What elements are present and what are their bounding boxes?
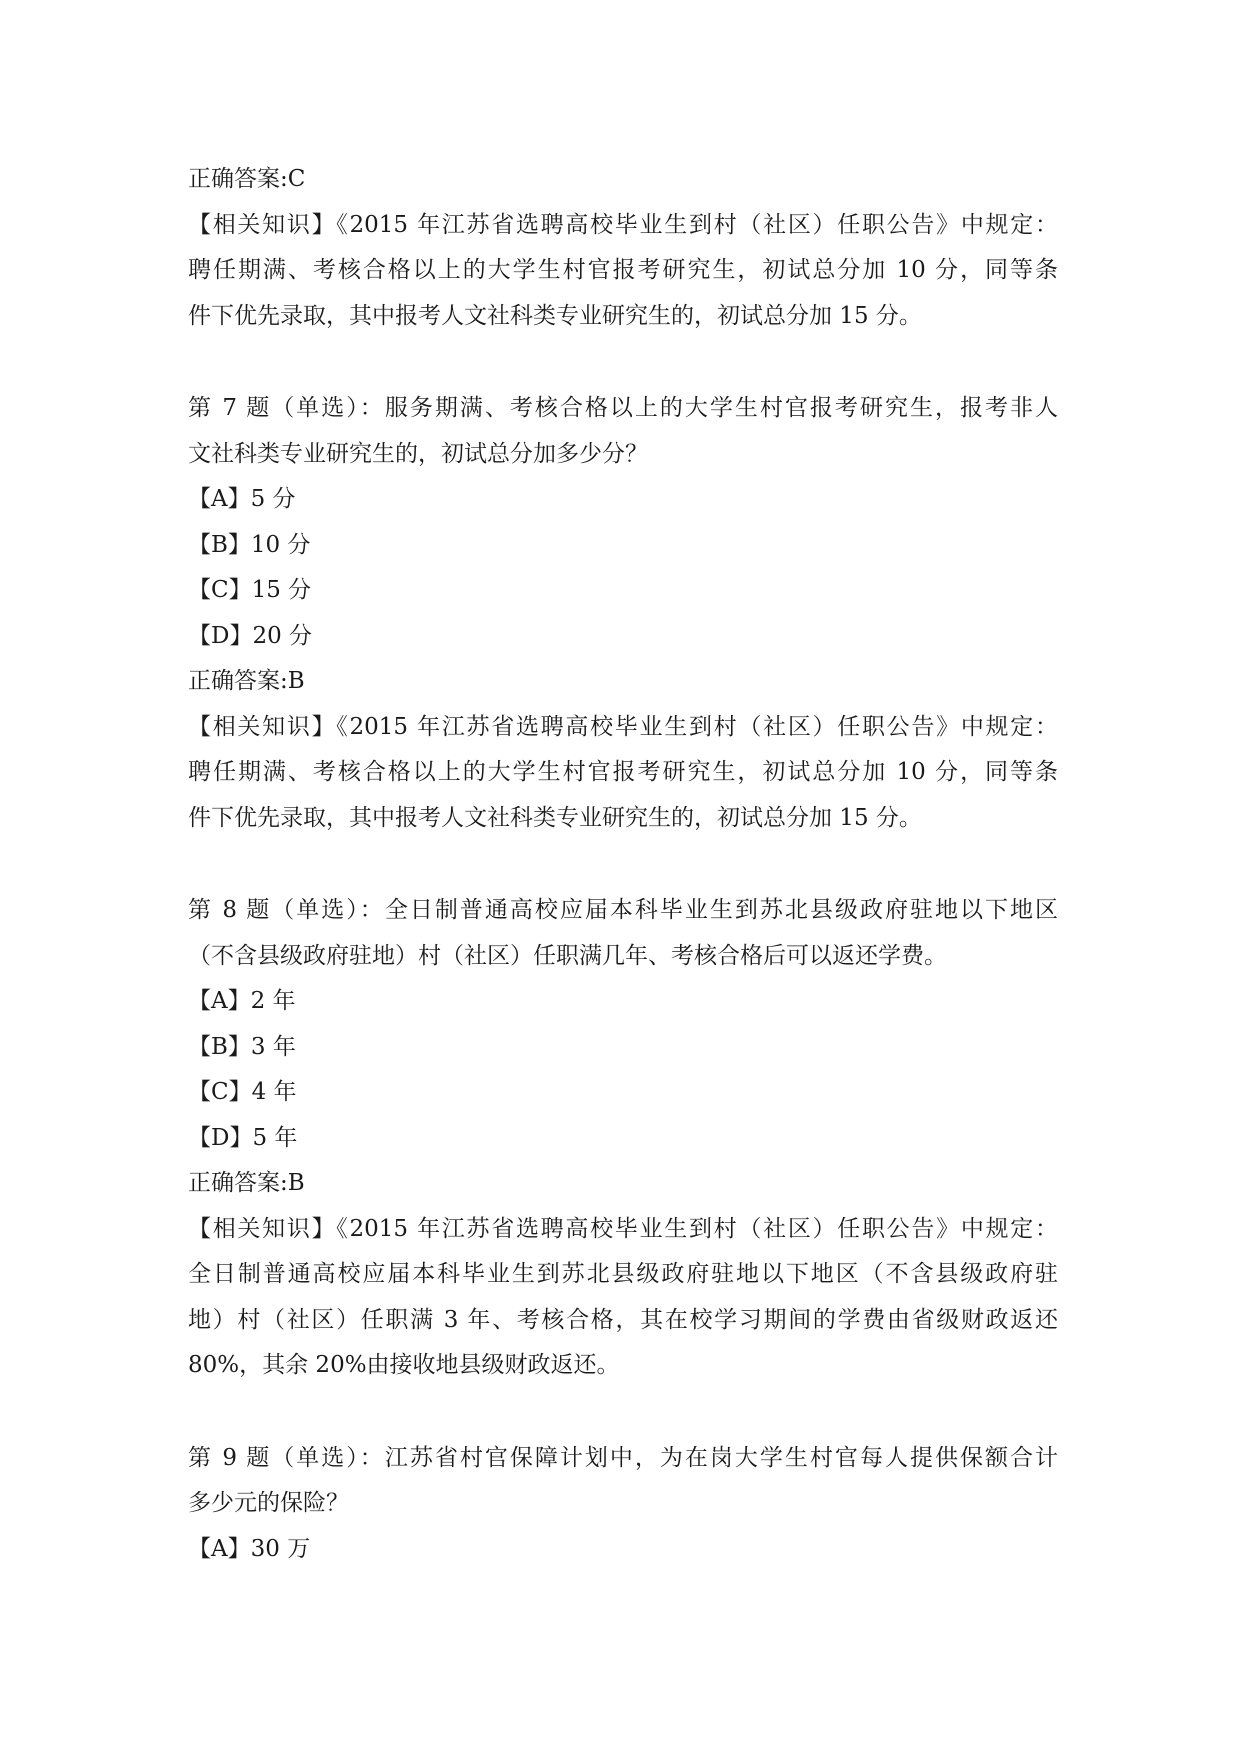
question-text-line: 文社科类专业研究生的，初试总分加多少分？ [188, 440, 648, 467]
related-knowledge-line: 件下优先录取，其中报考人文社科类专业研究生的，初试总分加 15 分。 [188, 302, 922, 329]
related-knowledge-line: 聘任期满、考核合格以上的大学生村官报考研究生，初试总分加 10 分，同等条 [188, 759, 1058, 785]
question-8 [188, 888, 1058, 1389]
paragraph-gap [188, 339, 1058, 386]
option-d: 【D】20 分 [188, 622, 313, 649]
option-c: 【C】15 分 [188, 577, 312, 603]
question-text-line: 第 8 题（单选）：全日制普通高校应届本科毕业生到苏北县级政府驻地以下地区 [188, 897, 1058, 923]
related-knowledge-line: 聘任期满、考核合格以上的大学生村官报考研究生，初试总分加 10 分，同等条 [188, 257, 1058, 283]
option-d: 【D】5 年 [188, 1124, 298, 1151]
correct-answer: 正确答案:B [188, 668, 305, 694]
question-text-line: 多少元的保险？ [188, 1490, 349, 1516]
related-knowledge-line: 地）村（社区）任职满 3 年、考核合格，其在校学习期间的学费由省级财政返还 [188, 1306, 1058, 1333]
paragraph-gap [188, 1389, 1058, 1436]
related-knowledge-line: 【相关知识】《2015 年江苏省选聘高校毕业生到村（社区）任职公告》中规定： [188, 211, 1058, 238]
question-text-line: （不含县级政府驻地）村（社区）任职满几年、考核合格后可以返还学费。 [188, 942, 947, 969]
question-9 [188, 1436, 1058, 1573]
option-c: 【C】4 年 [188, 1079, 297, 1105]
related-knowledge-line: 【相关知识】《2015 年江苏省选聘高校毕业生到村（社区）任职公告》中规定： [188, 713, 1058, 740]
question-text-line: 第 9 题（单选）：江苏省村官保障计划中，为在岗大学生村官每人提供保额合计 [188, 1444, 1058, 1471]
question-text-line: 第 7 题（单选）：服务期满、考核合格以上的大学生村官报考研究生，报考非人 [188, 395, 1058, 421]
correct-answer: 正确答案:B [188, 1170, 305, 1196]
option-a: 【A】30 万 [188, 1535, 311, 1562]
option-a: 【A】5 分 [188, 486, 296, 512]
related-knowledge-line: 件下优先录取，其中报考人文社科类专业研究生的，初试总分加 15 分。 [188, 804, 922, 831]
previous-question-tail [188, 157, 1058, 339]
related-knowledge-line: 【相关知识】《2015 年江苏省选聘高校毕业生到村（社区）任职公告》中规定： [188, 1215, 1058, 1242]
question-7 [188, 386, 1058, 841]
correct-answer: 正确答案:C [188, 166, 306, 192]
related-knowledge-line: 全日制普通高校应届本科毕业生到苏北县级政府驻地以下地区（不含县级政府驻 [188, 1261, 1058, 1287]
option-a: 【A】2 年 [188, 988, 296, 1014]
related-knowledge-line: 80%，其余 20%由接收地县级财政返还。 [188, 1352, 620, 1378]
option-b: 【B】10 分 [188, 531, 311, 558]
document-page [188, 157, 1058, 1572]
option-b: 【B】3 年 [188, 1033, 296, 1060]
paragraph-gap [188, 841, 1058, 888]
